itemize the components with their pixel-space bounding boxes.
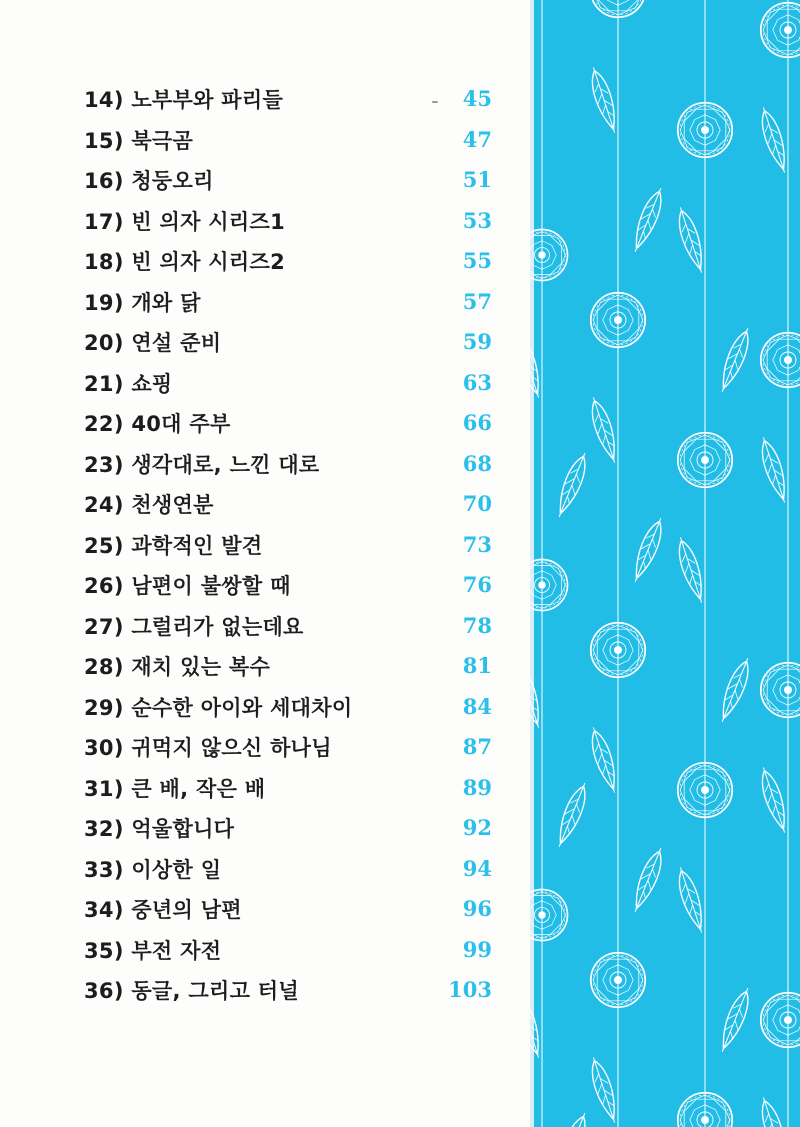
toc-entry-page: 55 (462, 248, 492, 273)
toc-entry (84, 327, 504, 368)
toc-entry-title: 23) 생각대로, 느낀 대로 (84, 452, 320, 477)
toc-entry-page: 84 (462, 693, 492, 719)
toc-entry-page: 45 (462, 86, 492, 111)
toc-entry (84, 530, 504, 571)
toc-entry (84, 206, 504, 247)
table-of-contents (84, 84, 504, 1016)
toc-entry-title: 21) 쇼핑 (84, 371, 173, 396)
toc-entry-title: 16) 청둥오리 (84, 169, 214, 193)
toc-entry-page: 81 (462, 653, 492, 678)
toc-entry-page: 76 (462, 572, 492, 597)
toc-entry (84, 408, 504, 449)
toc-entry (84, 368, 504, 409)
toc-entry-page: 78 (462, 612, 492, 638)
toc-entry-page: 57 (462, 288, 492, 314)
toc-entry (84, 732, 504, 773)
toc-entry-title: 25) 과학적인 발견 (84, 533, 263, 558)
toc-entry (84, 125, 504, 166)
toc-entry-page: 51 (462, 167, 492, 192)
toc-entry-title: 18) 빈 의자 시리즈2 (84, 250, 285, 274)
toc-entry (84, 611, 504, 652)
toc-entry-title: 29) 순수한 아이와 세대차이 (84, 695, 353, 720)
dreamcatcher-pattern (530, 0, 800, 1127)
toc-entry-page: 59 (462, 329, 492, 354)
dreamcatcher-pattern-panel (530, 0, 800, 1127)
toc-entry-title: 19) 개와 닭 (84, 290, 201, 315)
toc-entry-title: 36) 동글, 그리고 터널 (84, 979, 299, 1003)
toc-entry-title: 17) 빈 의자 시리즈1 (84, 209, 285, 234)
toc-entry (84, 975, 504, 1016)
toc-entry (84, 935, 504, 976)
toc-entry (84, 692, 504, 733)
toc-entry (84, 570, 504, 611)
toc-entry-title: 33) 이상한 일 (84, 857, 222, 882)
toc-entry-page: 92 (462, 815, 492, 840)
toc-entry-page: 87 (462, 734, 492, 759)
toc-entry-title: 22) 40대 주부 (84, 412, 231, 436)
toc-entry-page: 73 (462, 531, 492, 557)
toc-entry-title: 30) 귀먹지 않으신 하나님 (84, 736, 332, 760)
toc-entry-page: 99 (462, 936, 492, 962)
toc-entry-page: 63 (462, 369, 492, 395)
toc-entry (84, 165, 504, 206)
toc-entry (84, 651, 504, 692)
toc-entry-title: 27) 그럴리가 없는데요 (84, 614, 304, 639)
toc-entry (84, 449, 504, 490)
toc-entry (84, 894, 504, 935)
toc-entry-title: 24) 천생연분 (84, 493, 214, 517)
toc-entry-page: 66 (462, 410, 492, 435)
toc-entry-page: 70 (462, 491, 492, 516)
toc-entry-title: 20) 연설 준비 (84, 331, 222, 355)
toc-entry-title: 32) 억울합니다 (84, 817, 235, 841)
toc-entry-title: 34) 중년의 남편 (84, 898, 242, 922)
toc-entry (84, 773, 504, 814)
panel-background (530, 0, 800, 1127)
toc-entry (84, 287, 504, 328)
toc-entry-page: 53 (462, 207, 492, 233)
toc-entry (84, 246, 504, 287)
toc-entry-title: 26) 남편이 불쌍할 때 (84, 574, 291, 598)
toc-entry-title: 15) 북극곰 (84, 128, 194, 153)
toc-entry-title: 35) 부전 자전 (84, 938, 222, 963)
toc-entry-page: 96 (462, 896, 492, 921)
toc-entry (84, 84, 504, 125)
toc-entry (84, 489, 504, 530)
toc-entry-page: 89 (462, 774, 492, 800)
toc-entry-page: 94 (462, 855, 492, 881)
toc-entry-page: 103 (448, 977, 492, 1002)
toc-entry (84, 813, 504, 854)
toc-entry-title: 31) 큰 배, 작은 배 (84, 776, 266, 801)
toc-entry (84, 854, 504, 895)
toc-entry-title: 14) 노부부와 파리들 (84, 88, 284, 112)
toc-entry-page: 68 (462, 450, 492, 476)
toc-entry-page: 47 (462, 126, 492, 152)
toc-entry-title: 28) 재치 있는 복수 (84, 655, 271, 679)
